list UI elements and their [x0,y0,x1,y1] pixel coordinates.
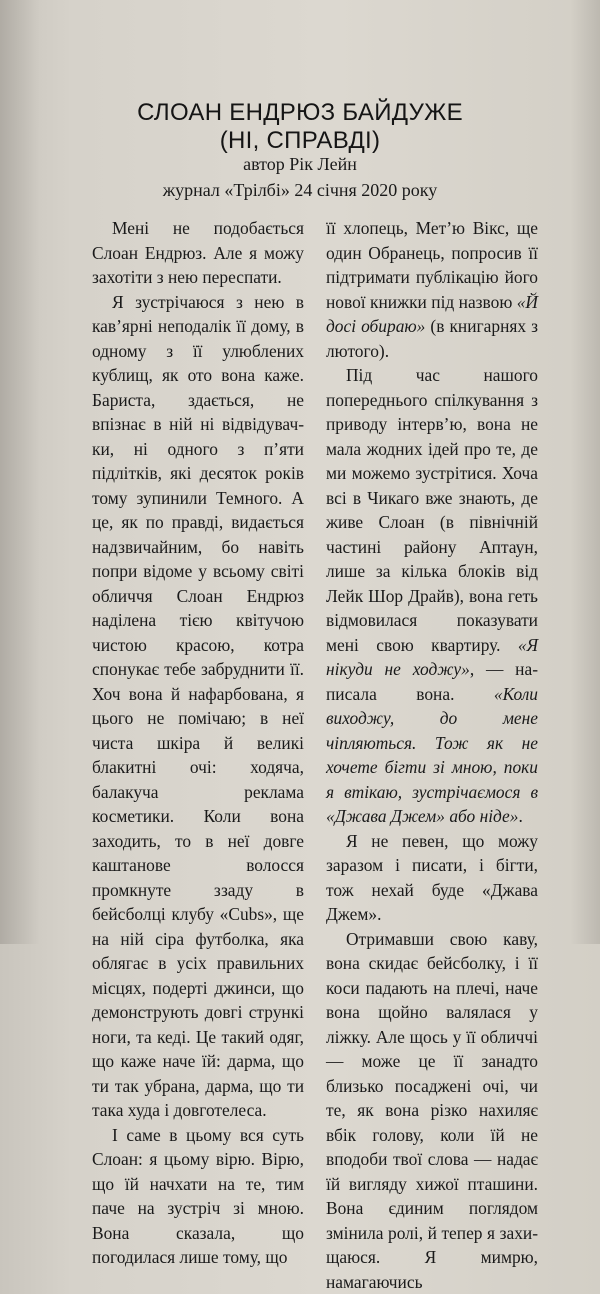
paragraph: Мені не подобається Слоан Ендрюз. Але я можу захотіти з нею переспати. [92,216,304,290]
text-run: . [518,806,522,826]
text-run: її хлопець, Мет’ю Вікс, ще один Обранець, попросив її підтримати публікацію його нової книжки під назвою [326,218,538,312]
text-run: , — написала вона. [326,659,538,704]
quote: «Коли виходжу, до мене чіпляються. Тож як не хочете бігти зі мною, поки я втікаю, зустрічаємося в «Джава Джем» або ніде» [326,684,538,827]
paragraph [326,363,538,829]
article-source: журнал «Трілбі» 24 січня 2020 року [0,178,600,202]
paragraph-continued [326,216,538,363]
paragraph: Я не певен, що можу заразом і писати, і бігти, тож нехай буде «Джава Джем». [326,829,538,927]
paragraph: Отримавши свою каву, вона скидає бейсболку, і її коси падають на плечі, наче вона щойно валялася у ліжку. Але щось у її обличчі — може це її занадто близько посаджені очі, чи те, як вона різко нахиляє вбік голову, коли їй не вподоби твої слова — надає їй вигляду хижої пташини. Вона єдиним поглядом змінила ролі, й тепер я захищаюся. Я мимрю, намагаючись [326,927,538,1294]
text-run: (в книгарнях з лютого). [326,316,538,361]
text-column-right [326,216,538,1294]
article-title-line-2: (НІ, СПРАВДІ) [0,126,600,156]
article-byline: автор Рік Лейн [0,152,600,176]
article-title-line-1: СЛОАН ЕНДРЮЗ БАЙДУЖЕ [0,98,600,128]
book-title: «Й досі обираю» [326,292,538,337]
text-run: Під час нашого попереднього спілкування з приводу інтерв’ю, вона не мала жодних ідей про те, де ми можемо зустрітися. Хоча всі в Чикаго вже знають, де живе Слоан (в північній частині району Аптаун, лише за кілька блоків від Лейк Шор Драйв), вона геть відмовилася показувати мені свою квартиру. [326,365,538,655]
paragraph: Я зустрічаюся з нею в кав’ярні неподалік її дому, в одному з її улюблених кублищ, як ото вона каже. Бариста, здається, не впізнає в ній ні відвідувачки, ні одного з п’яти підлітків, які десяток років тому зупинили Темного. А це, як по правді, видається надзвичайним, бо навіть попри відоме у всьому світі обличчя Слоан Ендрюз наділена тією квітучою чистою красою, котра спонукає тебе забруднити її. Хоч вона й нафарбована, я цього не помічаю; в неї чиста шкіра й великі блакитні очі: ходяча, балакуча реклама косметики. Коли вона заходить, то в неї довге каштанове волосся промкнуте ззаду в бейсболці клубу «Cubs», ще на ній сіра футболка, яка облягає в усіх правильних місцях, подерті джинси, що демонструють довгі стрункі ноги, та кеді. Це такий одяг, що каже наче їй: дарма, що ти так убрана, дарма, що ти така худа і довготелеса. [92,290,304,1123]
paragraph: І саме в цьому вся суть Слоан: я цьому вірю. Вірю, що їй начхати на те, тим паче на зустріч зі мною. Вона сказала, що погодилася лише тому, що [92,1123,304,1270]
quote: «Я нікуди не ходжу» [326,635,538,680]
text-column-left [92,216,304,1270]
